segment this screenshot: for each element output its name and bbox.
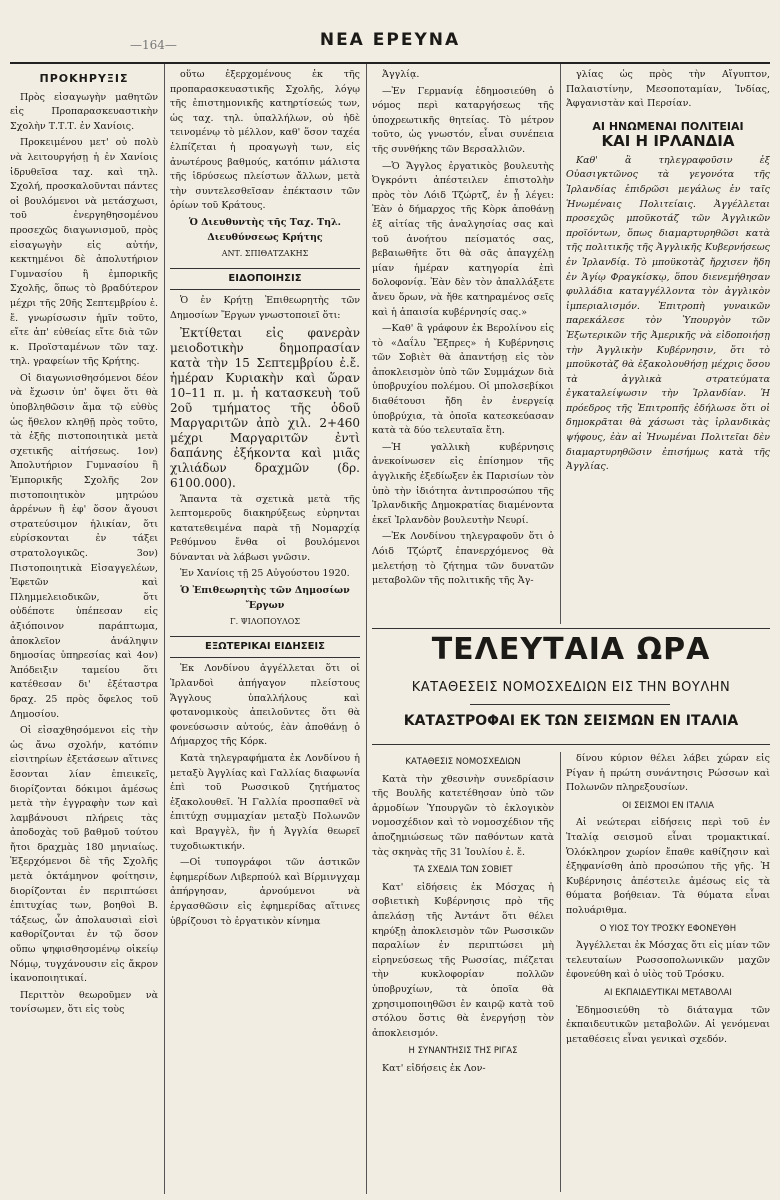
article-paragraph: οὕτω ἐξερχομένους ἐκ τῆς προπαρασκευαστικῆς Σχολῆς, λόγῳ τῆς ἐπιστημονικῆς κατηρτίσεώς των, ὡς ταχ. τηλ. ὑπαλλήλων, οὐ ἠδὲ τεινομένῳ τὸ μέλλον, καθ' ὅσον ταχέα ἐλπίζεται ἡ προαγωγὴ των, εἰς ἀνωτέρους βαθμούς, κατόπιν μάλιστα τῆς ἱδρύσεως πλείστων ἄλλων, μετὰ τὴν συντελεσθεῖσαν ἐπέκτασιν τῶν ὁρίων τοῦ Κράτους. (170, 69, 360, 212)
section-rule (372, 628, 770, 629)
article-paragraph: —Ἡ γαλλικὴ κυβέρνησις ἀνεκοίνωσεν εἰς ἐπίσημον τῆς ἀγγλικῆς ἐξεδίωξεν ἐκ Παρισίων τὸν ὑπὸ τὴν ἰδιότητα ἀντιπροσώπου τῆς Ἰρλανδικῆς Δημοκρατίας διαμένοντα ἐκεῖ Ἰρλανδὸν βουλευτὴν Νευρί. (372, 441, 554, 526)
news-subheading: ΤΑ ΣΧΕΔΙΑ ΤΩΝ ΣΟΒΙΕΤ (413, 865, 513, 876)
column-last-hour-right (566, 752, 770, 1192)
article-paragraph: Ἀγγλίᾳ. (382, 69, 420, 80)
article-paragraph: Ἐκ Λονδίνου ἀγγέλλεται ὅτι οἱ Ἰρλανδοὶ ἀπήγαγον πλείστους Ἄγγλους ὑπαλλήλους καὶ φοτανομικοὺς ἀπειλοῦντες ὅτι θὰ φονεύσωσιν αὐτούς, ἐὰν ἀποθάνῃ ὁ Δήμαρχος τῆς Κόρκ. (170, 663, 360, 748)
ireland-headline-line1: ΑΙ ΗΝΩΜΕΝΑΙ ΠΟΛΙΤΕΙΑΙ (592, 119, 744, 133)
column-rule (560, 64, 561, 624)
article-paragraph: Πρὸς εἰσαγωγὴν μαθητῶν εἰς Προπαρασκευαστικὴν Σχολὴν Τ.Τ.Τ. ἐν Χανίοις. (10, 91, 158, 132)
last-hour-subtitle-earthquakes: ΚΑΤΑΣΤΡΟΦΑΙ ΕΚ ΤΩΝ ΣΕΙΣΜΩΝ ΕΝ ΙΤΑΛΙΑ (403, 713, 739, 729)
proclamation-heading: ΠΡΟΚΗΡΥΞΙΣ (39, 72, 129, 85)
article-paragraph: Καθ' ἃ τηλεγραφοῦσιν ἐξ Οὐασιγκτῶνος τὰ γεγονότα τῆς Ἰρλανδίας ἐπιδρῶσι μεγάλως ἐν ταῖς Ἡνωμέναις Πολιτείαις. Ἀγγέλλεται προσεχῶς μποϋκοτάζ τῶν Ἀγγλικῶν προϊόντων, ὅπως διαμαρτυρηθῶσι κατὰ τῆς πολιτικῆς τῆς Ἀγγλικῆς Κυβερνήσεως ἐν Ἰρλανδίᾳ. Τὸ μποϋκοτὰζ ἤρχισεν ἤδη ἐν Ἁγίῳ Φραγκίσκῳ, ὅπου διενεμήθησαν φυλλάδια καταγγέλλοντα τὸν ἀγγλικὸν ἰμπεριαλισμόν. Ἐπιτροπὴ γυναικῶν παρεκάλεσε τὸν Ὑπουργὸν τῶν Ἐξωτερικῶν τῆς Ἀμερικῆς νὰ εἰδοποιήσῃ τὴν Ἀγγλικὴν Κυβέρνησιν, ὅτι τὸ μποϋκοτὰζ θὰ ἐξακολουθήσῃ μέχρις ὅσου τὰ ἀγγλικὰ στρατεύματα ἐγκαταλείψωσιν τὴν Ἰρλανδίαν. Ἡ πρόεδρος τῆς Ἐπιτροπῆς ἐδήλωσε ὅτι οἱ δημοκρᾶται θὰ χάσωσι τὰς ἰρλανδικὰς ψήφους, ἐὰν αἱ Ἡνωμέναι Πολιτεῖαι δὲν διαμαρτυρηθῶσιν ἐπισήμως κατὰ τῆς Ἀγγλίας. (566, 154, 770, 473)
article-paragraph: Αἱ νεώτεραι εἰδήσεις περὶ τοῦ ἐν Ἰταλίᾳ σεισμοῦ εἶναι τρομακτικαί. Ὁλόκληρον χωρίον ἔπαθε καθίζησιν καὶ ἐξηφανίσθη ἀπὸ προσώπου τῆς γῆς. Ἡ Κυβέρνησις ἀπέστειλε ἀμέσως εἰς τὰ θύματα βοήθειαν. Τὰ θύματα εἶναι πολυάριθμα. (566, 817, 770, 916)
foreign-news-heading: ΕΞΩΤΕΡΙΚΑΙ ΕΙΔΗΣΕΙΣ (170, 636, 360, 659)
top-rule (10, 62, 770, 64)
article-paragraph: Κατὰ τηλεγραφήματα ἐκ Λονδίνου ἡ μεταξὺ Ἀγγλίας καὶ Γαλλίας διαφωνία ἐπὶ τοῦ Ρωσσικοῦ ζητήματος ἐξακολουθεῖ. Ἡ Γαλλία προσπαθεῖ νὰ ἐπιτύχῃ συμμαχίαν μεταξὺ Πολωνῶν καὶ Βραγγὲλ, ἣν ἡ Ἀγγλία θεωρεῖ τυχοδιωκτικήν. (170, 753, 360, 852)
column-proclamation (10, 68, 158, 1193)
article-paragraph: Προκειμένου μετ' οὐ πολὺ νὰ λειτουργήσῃ ἡ ἐν Χανίοις ἱδρυθεῖσα ταχ. καὶ τηλ. Σχολή, προσκαλοῦνται πάντες οἱ βουλόμενοι νὰ μετάσχωσι, τοῦ ἐνεργηθησομένου προσεχῶς διαγωνισμοῦ, πρὸς εἰσαγωγὴν εἰς αὐτήν, κεκτημένοι δὲ ἀπολυτήριον Γυμνασίου ἢ ἐμπορικῆς Σχολῆς, ὅπως τὸ βραδύτερον μέχρι τῆς 20ῆς Σεπτεμβρίου ἐ. ἔ. γνωρίσωσιν ἡμῖν τοῦτο, εἴτε ἀπ' εὐθείας εἴτε διὰ τῶν κ. Προϊσταμένων τῶν ταχ. τηλ. γραφείων τῆς Κρήτης. (10, 137, 158, 368)
column-notices (170, 68, 360, 1193)
article-paragraph: Κατ' εἰδήσεις ἐκ Λον- (382, 1062, 486, 1074)
column-foreign-news (372, 68, 554, 628)
news-subheading: Η ΣΥΝΑΝΤΗΣΙΣ ΤΗΣ ΡΙΓΑΣ (408, 1046, 518, 1057)
news-subheading: ΚΑΤΑΘΕΣΙΣ ΝΟΜΟΣΧΕΔΙΩΝ (405, 757, 521, 767)
section-rule (372, 744, 770, 745)
last-hour-subtitle-bills: ΚΑΤΑΘΕΣΕΙΣ ΝΟΜΟΣΧΕΔΙΩΝ ΕΙΣ ΤΗΝ ΒΟΥΛΗΝ (411, 680, 731, 695)
ireland-headline (566, 120, 770, 148)
article-paragraph: Ἀγγέλλεται ἐκ Μόσχας ὅτι εἰς μίαν τῶν τελευταίων Ρωσσοπολωνικῶν μαχῶν ἐφονεύθη καὶ ὁ υἱὸς τοῦ Τρόσκυ. (566, 940, 770, 981)
article-paragraph: Ἐν Χανίοις τῇ 25 Αὐγούστου 1920. (180, 568, 350, 580)
news-subheading: Ο ΥΙΟΣ ΤΟΥ ΤΡΟΣΚΥ ΕΦΟΝΕΥΘΗ (599, 923, 737, 934)
masthead: ΝΕΑ ΕΡΕΥΝΑ (319, 30, 461, 50)
article-paragraph: —Καθ' ἃ γράφουν ἐκ Βερολίνου εἰς τὸ «Δαΐλυ Ἔξπρες» ἡ Κυβέρνησις τῶν Σοβιὲτ θὰ ἀπαντήσῃ εἰς τὸν ἀποκλεισμὸν ὑπὸ τῶν Συμμάχων διὰ ὑποβρυχίου πολέμου. Οἱ μπολσεβίκοι διαθέτουσι ἤδη ἐν ἐνεργείᾳ ὑποβρύχια, τὰ ὁποῖα κατεσκεύασαν κατὰ τὰ δύο τελευταῖα ἔτη. (372, 323, 554, 437)
column-ireland (566, 68, 770, 628)
signature-name: Γ. ΨΙΛΟΠΟΥΛΟΣ (230, 617, 300, 627)
article-paragraph: Κατ' εἰδήσεις ἐκ Μόσχας ἡ σοβιετικὴ Κυβέρνησις πρὸ τῆς ἀπελάσῃ τῆς Ἀντάντ ὅτι θέλει κηρύξῃ ἀποκλεισμὸν τῶν Ρωσσικῶν παραλίων ἐν περιπτώσει μὴ εἰρηνεύσεως τῆς Ρωσσίας, πιέζεται τὴν κυκλοφορίαν πολλῶν ὑποβρυχίων, τὰ ὁποῖα θὰ χρησιμοποιηθῶσι ἐν καιρῷ κατὰ τοῦ στόλου ὅστις θὰ ἐνεργήσῃ τὸν ἀποκλεισμόν. (372, 881, 554, 1039)
signature-title: Ὁ Ἐπιθεωρητὴς τῶν Δημοσίων Ἔργων (180, 585, 350, 611)
article-paragraph: —Ἐκ Λονδίνου τηλεγραφοῦν ὅτι ὁ Λόιδ Τζώρτζ ἐπανερχόμενος θὰ μελετήσῃ τὸ ζήτημα τῶν δυνατῶν μεταβολῶν τῆς πολιτικῆς τῆς Ἀγ- (372, 531, 554, 587)
notice-heading: ΕΙΔΟΠΟΙΗΣΙΣ (170, 268, 360, 291)
article-paragraph: δίνου κύριον θέλει λάβει χώραν εἰς Ρίγαν ἡ πρώτη συνάντησις Ρώσσων καὶ Πολωνῶν πληρεξουσίων. (566, 753, 770, 794)
article-paragraph: Οἱ διαγωνισθησόμενοι δέον νὰ ἔχωσιν ὑπ' ὄψει ὅτι θὰ ὑποβληθῶσιν ἅμα τῷ εὐθὺς ὡς ἤθελον κληθῇ πρὸς τοῦτο, τὰ ἑξῆς πιστοποιητικὰ μετὰ σχετικῆς αἰτήσεως. 1ον) Ἀπολυτήριον Γυμνασίου ἢ Ἐμπορικῆς Σχολῆς 2ον πιστοποιητικὸν μητρώου ἀρρένων ἢ ἐφ' ὅσον ἄγουσι στρατεύσιμον ἡλικίαν, ὅτι εὑρίσκονται ἐν τάξει στρατολογικῶς. 3ον) Πιστοποιητικὰ Εἰσαγγελέων, Ἐφετῶν καὶ Πλημμελειοδικῶν, ὅτι οὐδέποτε ὑπέπεσαν εἰς ἀξιόποινον παράπτωμα, ἀποκλεῖον ἀνάληψιν δημοσίας ὑπηρεσίας καὶ 4ον) Ἀπόδειξιν ταμείου ὅτι κατέθεσαν δι' ἐξέταστρα δραχ. 25 πρὸς ὄφελος τοῦ Δημοσίου. (10, 372, 158, 720)
news-subheading: ΑΙ ΕΚΠΑΙΔΕΥΤΙΚΑΙ ΜΕΤΑΒΟΛΑΙ (604, 987, 732, 998)
page-number: —164— (130, 38, 177, 52)
last-hour-title: ΤΕΛΕΥΤΑΙΑ ΩΡΑ (431, 632, 711, 667)
article-paragraph: —Ὁ Ἄγγλος ἐργατικὸς βουλευτὴς Ὀγκρόντι ἀπέστειλεν ἐπιστολὴν πρὸς τὸν Λόιδ Τζώρτζ, ἐν ᾗ λέγει: Ἐὰν ὁ δήμαρχος τῆς Κὸρκ ἀποθάνῃ ἐξ αἰτίας τῆς ἀναλγησίας σας καὶ τοῦ ἀνοήτου πείσματός σας, βεβαιωθῆτε ὅτι θὰ σᾶς ἀπαγχέλῃ μίαν ἡμέραν κατηγορία ἐπὶ δολοφονίᾳ. Ἐὰν δὲν τὸν ἀπαλλάξετε ἄνευ ὅρων, νὰ ἤθε κατηραμένος σεῖς καὶ ἡ ἀπαισία κυβέρνησίς σας.» (372, 160, 554, 318)
article-paragraph: γλίας ὡς πρὸς τὴν Αἴγυπτον, Παλαιστίνην, Μεσοποταμίαν, Ἰνδίας, Ἀφγανιστὰν καὶ Περσίαν. (566, 69, 770, 110)
article-paragraph: Οἱ εἰσαχθησόμενοι εἰς τὴν ὡς ἄνω σχολήν, κατόπιν εἰσιτηρίων ἐξετάσεων αἵτινες ἔσονται λίαν ἐπιεικεῖς, διορίζονται δόκιμοι ἀμέσως μετὰ τὴν ἐγγραφὴν των καὶ λαμβάνουσι πλήρεις τὰς ἀποδοχὰς τοῦ βαθμοῦ τούτου ἤτοι δραχμὰς 180 μηνιαίως. Ἐξερχόμενοι δὲ τῆς Σχολῆς μετὰ ὀκτάμηνον φοίτησιν, διορίζονται ἐν περιπτώσει ἐπιτυχίας των, βοηθοὶ Β. τάξεως, ὧν ἀπολαυσιαὶ εἰσὶ καθορίζονται ἐν τῷ ὅσον οὔπω ψηφισθησομένῳ οἰκείῳ Νόμῳ, τυγχάνουσιν εἰς ἄκρον ἱκανοποιητικαί. (10, 725, 158, 985)
article-paragraph: Κατὰ τὴν χθεσινὴν συνεδρίασιν τῆς Βουλῆς κατετέθησαν ὑπὸ τῶν ἁρμοδίων Ὑπουργῶν τὸ ἐκλογικὸν νομοσχέδιον καὶ τὸ νομοσχέδιον τῆς ἀποζημιώσεως τῶν παθόντων κατὰ τὰς σκηνὰς τῆς 31 Ἰουλίου ἐ. ἔ. (372, 773, 554, 858)
article-paragraph: Ἅπαντα τὰ σχετικὰ μετὰ τῆς λεπτομεροῦς διακηρύξεως εὑρηνται κατατεθειμένα παρὰ τῇ Νομαρχίᾳ Ρεθύμνου ἔνθα οἱ βουλόμενοι δύνανται νὰ λάβωσι γνῶσιν. (170, 493, 360, 563)
column-rule (164, 64, 165, 1194)
column-rule (560, 752, 561, 1192)
column-last-hour-left (372, 752, 554, 1192)
article-paragraph: Ὁ ἐν Κρήτῃ Ἐπιθεωρητὴς τῶν Δημοσίων Ἔργων γνωστοποιεῖ ὅτι: (170, 295, 360, 321)
section-rule (470, 704, 670, 705)
article-paragraph: Ἐδημοσιεύθη τὸ διάταγμα τῶν ἐκπαιδευτικῶν μεταβολῶν. Αἱ γενόμεναι μεταθέσεις εἶναι γενικαὶ σχεδόν. (566, 1004, 770, 1045)
column-rule (366, 64, 367, 1194)
ireland-headline-line2: ΚΑΙ Η ΙΡΛΑΝΔΙΑ (601, 131, 735, 150)
signature-title: Ὁ Διευθυντὴς τῆς Ταχ. Τηλ. Διευθύνσεως Κρήτης (188, 216, 341, 243)
signature-name: ΑΝΤ. ΣΠΙΘΑΤΖΑΚΗΣ (221, 249, 309, 259)
article-paragraph: —Ἐν Γερμανίᾳ ἐδημοσιεύθη ὁ νόμος περὶ καταργήσεως τῆς ὑποχρεωτικῆς θητείας. Τὸ μέτρον τοῦτο, ὡς γνωστόν, εἶναι συνέπεια τῆς συνθήκης τῶν Βερσαλλιῶν. (372, 85, 554, 155)
article-paragraph: —Οἱ τυπογράφοι τῶν ἀστικῶν ἐφημερίδων Λιβερπούλ καὶ Βίρμινγχαμ ἀπήργησαν, ἀρνούμενοι νὰ ἐργασθῶσιν εἰς ἐφημερίδας αἵτινες ὑβρίζουσι τὸ ἐργατικὸν κίνημα (170, 857, 360, 927)
article-paragraph: Περιττὸν θεωροῦμεν νὰ τονίσωμεν, ὅτι εἰς τοὺς (10, 989, 158, 1016)
article-paragraph: Ἐκτίθεται εἰς φανερὰν μειοδοτικὴν δημοπρασίαν κατὰ τὴν 15 Σεπτεμβρίου ἐ.ἔ. ἡμέραν Κυριακὴν καὶ ὥραν 10–11 π. μ. ἡ κατασκευὴ τοῦ 2οῦ τμήματος τῆς ὁδοῦ Μαργαριτῶν ἀπὸ χιλ. 2+460 μέχρι Μαργαριτῶν ἐντὶ δαπάνης ἐξήκοντα καὶ μιᾶς χιλιάδων δραχμῶν (δρ. 6100.000). (170, 325, 360, 490)
news-subheading: ΟΙ ΣΕΙΣΜΟΙ ΕΝ ΙΤΑΛΙΑ (622, 800, 714, 811)
